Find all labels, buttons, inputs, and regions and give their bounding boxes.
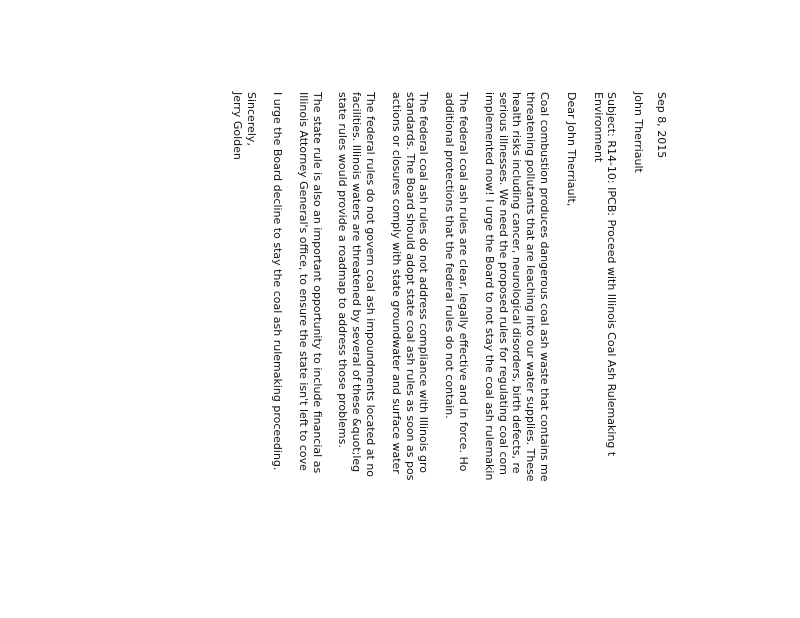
- letter-recipient: John Therriault: [632, 92, 646, 173]
- paragraph-line: The state rule is also an important opportunity to include financial as: [310, 92, 324, 474]
- paragraph-line: health risks including cancer, neurological disorders, birth defects, re: [510, 92, 524, 474]
- letter-subject-line: Environment: [591, 92, 605, 163]
- paragraph-line: state rules would provide a roadmap to address those problems.: [336, 92, 350, 448]
- letter-closing: Sincerely,: [245, 92, 259, 146]
- paragraph-line: The federal coal ash rules do not address compliance with Illinois gro: [417, 92, 431, 473]
- paragraph-line: Illinois Attorney General's office, to ensure the state isn't left to cove: [296, 92, 310, 471]
- paragraph-line: Coal combustion produces dangerous coal ash waste that contains me: [538, 92, 552, 482]
- letter-paragraph: [296, 92, 324, 618]
- paragraph-line: additional protections that the federal rules do not contain.: [443, 92, 457, 419]
- letter-date: Sep 8, 2015: [655, 92, 668, 159]
- paragraph-line: serious illnesses. We need the proposed rules for regulating coal com: [496, 92, 510, 475]
- letter-salutation: Dear John Therriault,: [564, 92, 578, 207]
- paragraph-line: threatening pollutants that are leaching into our water supplies. These: [524, 92, 538, 482]
- letter-paragraph: [336, 92, 377, 618]
- paragraph-line: actions or closures comply with state groundwater and surface water: [389, 92, 403, 474]
- paragraph-line: standards. The Board should adopt state coal ash rules as soon as pos: [403, 92, 417, 481]
- letter-paragraph: [482, 92, 551, 618]
- letter-paragraph: [389, 92, 430, 618]
- paragraph-line: implemented now! I urge the Board to not stay the coal ash rulemakin: [482, 92, 496, 481]
- letter-subject-line: Subject: R14-10: IPCB: Proceed with Illinois Coal Ash Rulemaking t: [605, 92, 619, 457]
- letter-body: [231, 92, 668, 618]
- paragraph-line: I urge the Board decline to stay the coal ash rulemaking proceeding.: [271, 92, 285, 471]
- paragraph-line: The federal coal ash rules are clear, legally effective and in force. Ho: [457, 92, 471, 472]
- letter-paragraph: [270, 92, 284, 618]
- paragraph-line: The federal rules do not govern coal ash impoundments located at no: [364, 92, 378, 478]
- letter-signature: Jerry Golden: [231, 92, 245, 160]
- letter-paragraph: [442, 92, 470, 618]
- paragraph-line: facilities. Illinois waters are threatened by several of these &quot;leg: [350, 92, 364, 473]
